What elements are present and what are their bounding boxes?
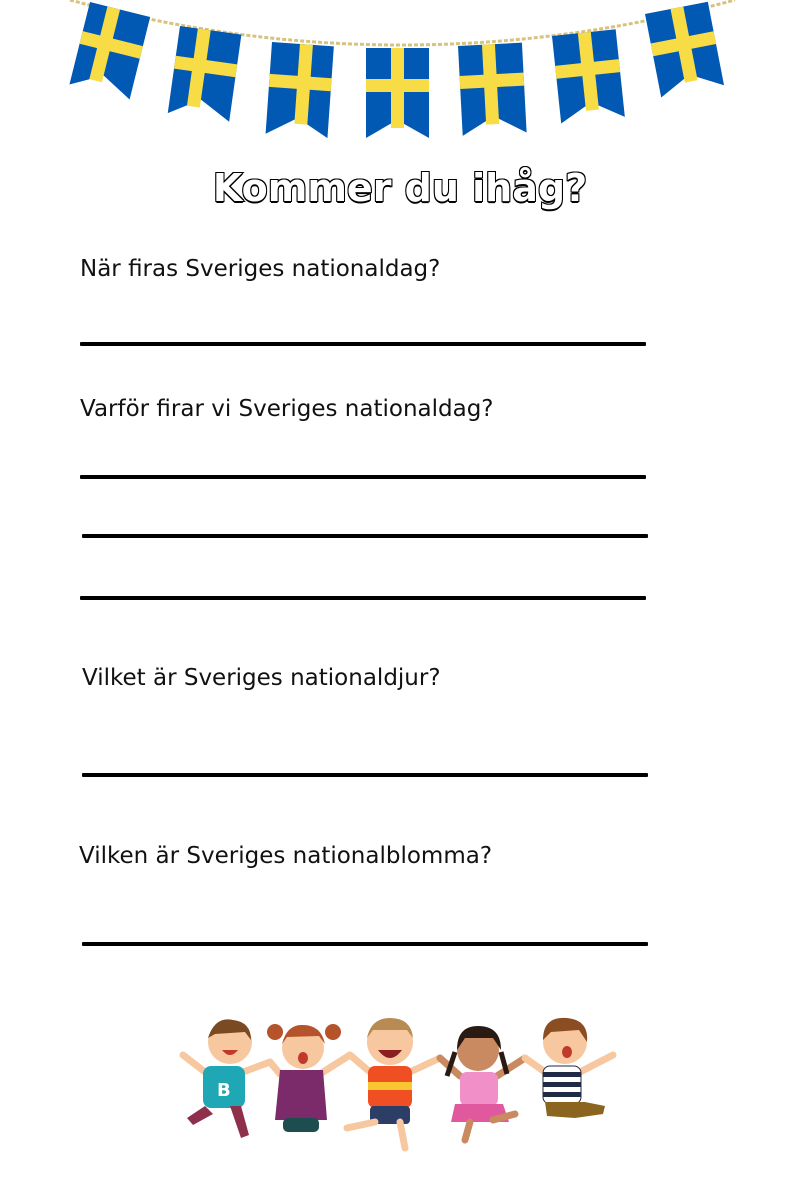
answer-line-2b[interactable] — [82, 534, 648, 538]
question-1: När firas Sveriges nationaldag? — [80, 256, 441, 282]
answer-line-1[interactable] — [80, 342, 646, 346]
question-4: Vilken är Sveriges nationalblomma? — [79, 843, 493, 869]
answer-line-2a[interactable] — [80, 475, 646, 479]
answer-line-4[interactable] — [82, 942, 648, 946]
flag-icon — [266, 42, 334, 138]
swedish-flag-bunting — [0, 0, 800, 150]
flag-icon — [552, 29, 625, 123]
svg-text:B: B — [217, 1080, 231, 1101]
question-3: Vilket är Sveriges nationaldjur? — [82, 665, 441, 691]
answer-line-2c[interactable] — [80, 596, 646, 600]
answer-line-3[interactable] — [82, 773, 648, 777]
child-icon — [525, 1018, 613, 1118]
child-icon — [267, 1024, 350, 1132]
flag-icon — [69, 2, 150, 99]
flag-icon — [366, 48, 429, 138]
child-icon — [440, 1026, 525, 1140]
child-icon — [347, 1018, 440, 1148]
worksheet-title: Kommer du ihåg? — [212, 166, 588, 210]
child-icon — [183, 1019, 270, 1138]
jumping-children-illustration — [175, 1010, 625, 1160]
flag-icon — [645, 2, 724, 98]
flag-icon — [168, 26, 242, 122]
flag-icon — [458, 43, 527, 136]
question-2: Varför firar vi Sveriges nationaldag? — [80, 396, 494, 422]
